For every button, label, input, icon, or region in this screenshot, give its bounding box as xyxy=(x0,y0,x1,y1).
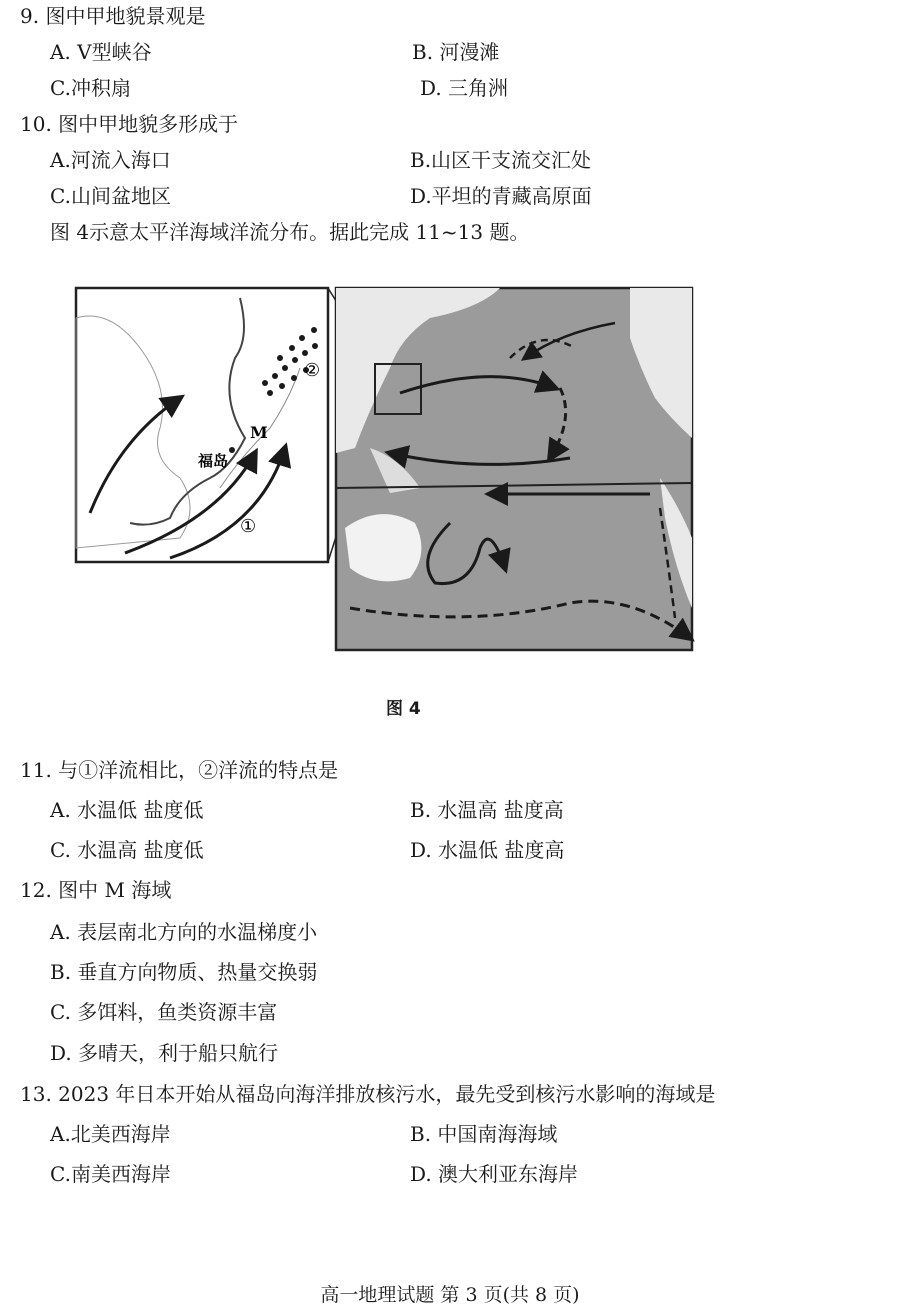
page-footer: 高一地理试题 第 3 页(共 8 页) xyxy=(320,1284,580,1306)
label-m: M xyxy=(250,423,268,442)
question-12-stem: 12. 图中 M 海域 xyxy=(20,878,172,902)
question-11-option-d: D. 水温低 盐度高 xyxy=(410,838,565,862)
question-12-option-c: C. 多饵料，鱼类资源丰富 xyxy=(50,1000,278,1024)
question-9-option-d: D. 三角洲 xyxy=(420,76,509,100)
question-12-option-d: D. 多晴天，利于船只航行 xyxy=(50,1041,279,1065)
label-current-1: ① xyxy=(240,516,257,537)
question-10-stem: 10. 图中甲地貌多形成于 xyxy=(20,112,239,136)
question-9-option-b: B. 河漫滩 xyxy=(412,40,500,64)
figure-4-map xyxy=(70,278,700,668)
question-9-option-a: A. V型峡谷 xyxy=(50,40,152,64)
question-10-option-d: D.平坦的青藏高原面 xyxy=(410,184,592,208)
question-9-stem: 9. 图中甲地貌景观是 xyxy=(20,4,206,28)
inset-map-japan xyxy=(76,288,328,562)
question-10-option-b: B.山区干支流交汇处 xyxy=(410,148,592,172)
figure-caption: 图 4 xyxy=(386,699,421,719)
question-13-option-d: D. 澳大利亚东海岸 xyxy=(410,1162,579,1186)
pacific-map xyxy=(336,288,692,650)
label-fukushima: 福岛 xyxy=(198,452,229,470)
figure-intro: 图 4示意太平洋海域洋流分布。据此完成 11~13 题。 xyxy=(50,220,530,244)
question-11-stem: 11. 与①洋流相比，②洋流的特点是 xyxy=(20,758,339,782)
question-11-option-a: A. 水温低 盐度低 xyxy=(50,798,204,822)
question-11-option-b: B. 水温高 盐度高 xyxy=(410,798,564,822)
question-9-option-c: C.冲积扇 xyxy=(50,76,131,100)
question-13-option-b: B. 中国南海海域 xyxy=(410,1122,558,1146)
question-13-option-c: C.南美西海岸 xyxy=(50,1162,171,1186)
question-11-option-c: C. 水温高 盐度低 xyxy=(50,838,204,862)
question-13-option-a: A.北美西海岸 xyxy=(50,1122,171,1146)
label-current-2: ② xyxy=(304,360,321,381)
question-12-option-b: B. 垂直方向物质、热量交换弱 xyxy=(50,960,318,984)
question-10-option-a: A.河流入海口 xyxy=(50,148,171,172)
question-12-option-a: A. 表层南北方向的水温梯度小 xyxy=(50,920,318,944)
question-13-stem: 13. 2023 年日本开始从福岛向海洋排放核污水，最先受到核污水影响的海域是 xyxy=(20,1082,716,1106)
question-10-option-c: C.山间盆地区 xyxy=(50,184,171,208)
